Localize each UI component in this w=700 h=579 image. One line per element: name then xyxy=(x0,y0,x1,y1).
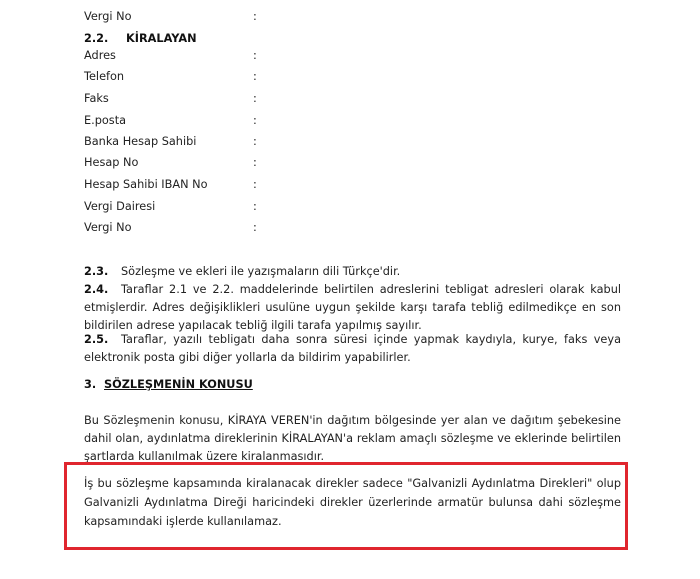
field-label-vergi-no-top: Vergi No xyxy=(84,10,132,23)
clause-2-4-number: 2.4. xyxy=(84,283,109,296)
field-label-telefon: Telefon xyxy=(84,70,125,83)
field-colon-hesap-no: : xyxy=(253,156,257,169)
section-3-paragraph: Bu Sözleşmenin konusu, KİRAYA VEREN'in dağıtım bölgesinde yer alan ve dağıtım şebekesine dahil olan, aydınlatma direklerinin KİRALAYAN'a reklam amaçlı sözleşme ve eklerinde belirtilen şartlarda kullanılmak üzere kiralanmasıdır. xyxy=(84,414,621,463)
field-colon-faks: : xyxy=(253,92,257,105)
clause-2-5-number: 2.5. xyxy=(84,333,109,346)
section-3-number: 3. xyxy=(84,378,97,391)
field-label-faks: Faks xyxy=(84,92,109,105)
field-colon-iban-no: : xyxy=(253,178,257,191)
section-3-title: SÖZLEŞMENİN KONUSU xyxy=(104,378,253,391)
field-colon-top: : xyxy=(253,10,257,23)
field-colon-adres: : xyxy=(253,49,257,62)
section-2-2-title: KİRALAYAN xyxy=(126,32,197,45)
field-colon-vergi-dairesi: : xyxy=(253,200,257,213)
field-label-vergi-no: Vergi No xyxy=(84,221,132,234)
clause-2-3-number: 2.3. xyxy=(84,265,109,278)
clause-2-3 xyxy=(84,263,621,281)
field-colon-eposta: : xyxy=(253,114,257,127)
section-2-2-number: 2.2. xyxy=(84,32,109,45)
clause-2-4 xyxy=(84,281,621,335)
field-label-hesap-no: Hesap No xyxy=(84,156,139,169)
field-label-adres: Adres xyxy=(84,49,116,62)
field-label-eposta: E.posta xyxy=(84,114,127,127)
field-label-iban-no: Hesap Sahibi IBAN No xyxy=(84,178,208,191)
field-colon-telefon: : xyxy=(253,70,257,83)
clause-2-5-text: Taraflar, yazılı tebligatı daha sonra süresi içinde yapmak kaydıyla, kurye, faks veya elektronik posta gibi diğer yollarla da bildirim yapabilirler. xyxy=(84,333,621,364)
highlight-text: İş bu sözleşme kapsamında kiralanacak direkler sadece "Galvanizli Aydınlatma Direkleri" olup Galvanizli Aydınlatma Direği haricindeki direkler üzerlerinde armatür bulunsa dahi sözleşme kapsamındaki işlerde kullanılamaz. xyxy=(84,477,621,528)
field-label-banka-hesap-sahibi: Banka Hesap Sahibi xyxy=(84,135,197,148)
clause-2-3-text: Sözleşme ve ekleri ile yazışmaların dili Türkçe'dir. xyxy=(121,265,401,278)
field-colon-vergi-no: : xyxy=(253,221,257,234)
clause-2-5 xyxy=(84,331,621,367)
clause-2-4-text: Taraflar 2.1 ve 2.2. maddelerinde belirtilen adreslerini tebligat adresleri olarak kabul etmişlerdir. Adres değişiklikleri usulüne uygun şekilde karşı tarafa tebliğ edilmedikçe en son bildirilen adrese yapılacak tebliğ ilgili tarafa yapılmış sayılır. xyxy=(84,283,621,332)
field-label-vergi-dairesi: Vergi Dairesi xyxy=(84,200,156,213)
field-colon-banka-hesap-sahibi: : xyxy=(253,135,257,148)
